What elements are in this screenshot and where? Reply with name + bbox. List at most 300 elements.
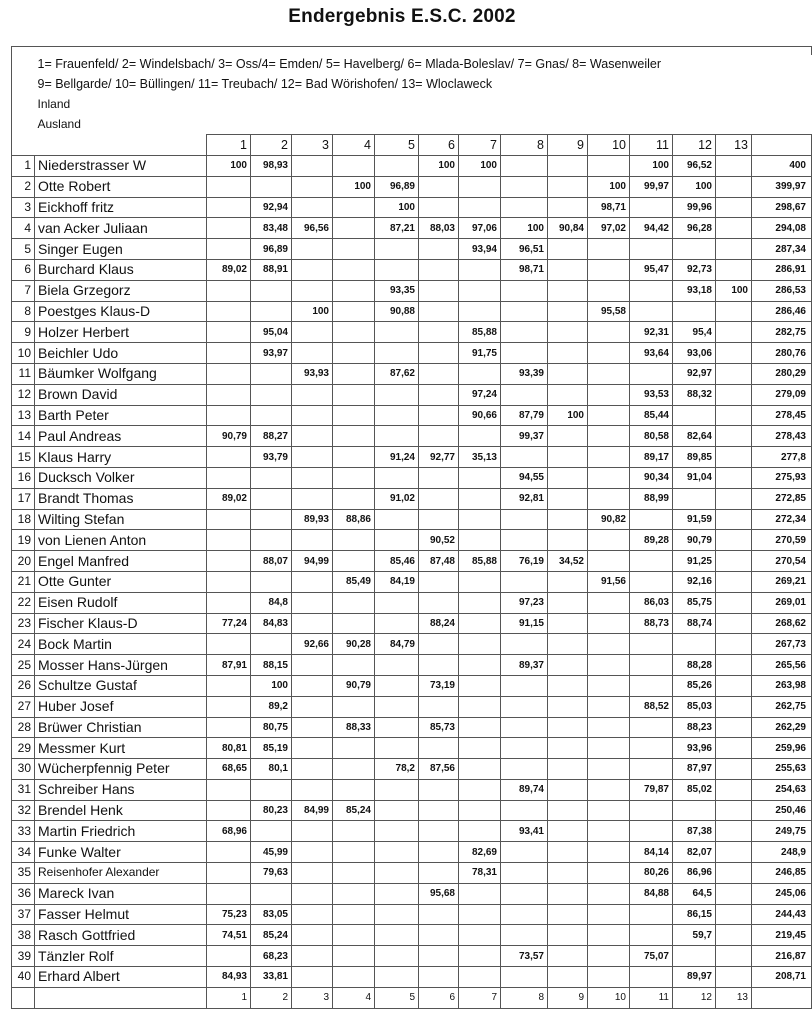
score-cell [501,530,548,551]
score-cell [333,530,375,551]
score-cell: 82,69 [459,842,501,863]
score-cell [548,488,588,509]
score-cell [333,405,375,426]
score-cell [251,488,292,509]
legend-line-1: 1= Frauenfeld/ 2= Windelsbach/ 3= Oss/4= Emden/ 5= Havelberg/ 6= Mlada-Boleslav/ 7= Gnas/ 8= Wasenweiler [37,57,661,72]
score-cell [588,925,630,946]
score-cell [716,821,752,842]
score-cell [630,509,673,530]
score-cell: 85,46 [375,551,419,572]
rank-cell: 23 [12,613,35,634]
score-cell: 91,25 [673,551,716,572]
score-cell: 100 [501,218,548,239]
name-cell: Burchard Klaus [35,259,207,280]
rank-cell: 31 [12,779,35,800]
score-cell [716,467,752,488]
score-cell [375,155,419,176]
score-cell [548,613,588,634]
score-cell: 91,59 [673,509,716,530]
score-cell [716,800,752,821]
score-cell [207,405,251,426]
score-cell: 35,13 [459,447,501,468]
score-cell [501,675,548,696]
score-cell: 78,31 [459,863,501,884]
score-cell: 92,16 [673,571,716,592]
score-cell [716,592,752,613]
score-cell: 96,89 [251,239,292,260]
score-cell [207,447,251,468]
rank-cell: 9 [12,322,35,343]
score-cell [501,967,548,988]
column-number-7: 7 [459,135,501,156]
score-cell [333,904,375,925]
table-row [12,592,812,613]
table-row [12,280,812,301]
total-cell: 298,67 [752,197,812,218]
score-cell [292,343,333,364]
legend-line-2: 9= Bellgarde/ 10= Büllingen/ 11= Treubach/ 12= Bad Wörishofen/ 13= Wloclaweck [37,77,493,92]
score-cell: 95,04 [251,322,292,343]
score-cell [207,218,251,239]
score-cell [501,842,548,863]
name-cell: Rasch Gottfried [35,925,207,946]
score-cell [251,301,292,322]
score-cell [673,488,716,509]
score-cell: 85,02 [673,779,716,800]
score-cell [630,904,673,925]
score-cell [501,155,548,176]
rank-cell: 16 [12,467,35,488]
rank-cell: 7 [12,280,35,301]
score-cell [588,738,630,759]
table-row [12,363,812,384]
table-row [12,405,812,426]
score-cell: 80,81 [207,738,251,759]
name-cell: Otte Robert [35,176,207,197]
score-cell: 96,52 [673,155,716,176]
name-cell: Biela Grzegorz [35,280,207,301]
score-cell: 88,73 [630,613,673,634]
score-cell [419,239,459,260]
name-cell: Paul Andreas [35,426,207,447]
name-cell: Schreiber Hans [35,779,207,800]
name-cell: Brandt Thomas [35,488,207,509]
score-cell [207,343,251,364]
name-cell: Holzer Herbert [35,322,207,343]
top-margin-row [12,47,812,56]
score-cell [716,488,752,509]
score-cell [207,176,251,197]
score-cell: 85,73 [419,717,459,738]
score-cell [419,280,459,301]
score-cell [716,883,752,904]
score-cell: 98,71 [501,259,548,280]
score-cell [251,363,292,384]
total-cell: 249,75 [752,821,812,842]
score-cell: 92,81 [501,488,548,509]
score-cell: 87,21 [375,218,419,239]
score-cell: 88,15 [251,655,292,676]
score-cell: 96,89 [375,176,419,197]
score-cell [419,967,459,988]
score-cell [459,967,501,988]
score-cell [375,343,419,364]
column-number-6: 6 [419,135,459,156]
score-cell: 87,97 [673,759,716,780]
score-cell [501,322,548,343]
score-cell [292,405,333,426]
score-cell [548,738,588,759]
score-cell: 34,52 [548,551,588,572]
score-cell [207,551,251,572]
score-cell [251,779,292,800]
score-cell [375,467,419,488]
table-row [12,176,812,197]
score-cell [207,800,251,821]
rank-cell: 34 [12,842,35,863]
total-cell: 246,85 [752,863,812,884]
rank-cell: 37 [12,904,35,925]
score-cell: 85,88 [459,551,501,572]
score-cell [251,821,292,842]
score-cell: 88,27 [251,426,292,447]
score-cell [292,197,333,218]
score-cell [292,467,333,488]
score-cell [548,592,588,613]
score-cell: 84,19 [375,571,419,592]
score-cell [375,904,419,925]
score-cell [630,675,673,696]
score-cell: 100 [251,675,292,696]
score-cell [548,384,588,405]
score-cell: 95,4 [673,322,716,343]
score-cell: 85,88 [459,322,501,343]
score-cell [419,904,459,925]
score-cell [375,821,419,842]
score-cell [375,613,419,634]
score-cell: 84,83 [251,613,292,634]
total-cell: 278,43 [752,426,812,447]
score-cell [588,405,630,426]
score-cell [548,821,588,842]
table-row [12,447,812,468]
score-cell [673,301,716,322]
score-cell [548,904,588,925]
rank-cell: 38 [12,925,35,946]
score-cell: 68,96 [207,821,251,842]
table-row [12,634,812,655]
table-row [12,530,812,551]
score-cell [548,176,588,197]
score-cell: 79,87 [630,779,673,800]
score-cell: 85,49 [333,571,375,592]
score-cell [207,883,251,904]
score-cell [207,197,251,218]
score-cell: 83,48 [251,218,292,239]
score-cell: 100 [673,176,716,197]
rank-cell: 1 [12,155,35,176]
score-cell [588,967,630,988]
score-cell [292,759,333,780]
score-cell [588,155,630,176]
name-cell: Reisenhofer Alexander [35,863,207,884]
score-cell [716,759,752,780]
table-row [12,384,812,405]
score-cell [292,717,333,738]
score-cell: 84,93 [207,967,251,988]
score-cell [716,571,752,592]
table-row [12,467,812,488]
total-cell: 265,56 [752,655,812,676]
table-row [12,322,812,343]
score-cell: 98,71 [588,197,630,218]
score-cell [251,530,292,551]
score-cell [251,280,292,301]
score-cell: 90,66 [459,405,501,426]
total-cell: 280,29 [752,363,812,384]
score-cell [292,322,333,343]
score-cell [459,530,501,551]
rank-cell: 39 [12,946,35,967]
score-cell [588,759,630,780]
score-cell [630,821,673,842]
total-cell: 262,75 [752,696,812,717]
score-cell: 89,2 [251,696,292,717]
table-row [12,551,812,572]
footer-column-number-5: 5 [375,987,419,1008]
score-cell [716,509,752,530]
score-cell: 82,07 [673,842,716,863]
score-cell [548,675,588,696]
score-cell [588,675,630,696]
score-cell: 97,02 [588,218,630,239]
score-cell [292,239,333,260]
score-cell: 33,81 [251,967,292,988]
total-cell: 280,76 [752,343,812,364]
score-cell: 59,7 [673,925,716,946]
table-row [12,842,812,863]
score-cell: 100 [207,155,251,176]
score-cell: 91,75 [459,343,501,364]
score-cell: 98,93 [251,155,292,176]
score-cell: 68,23 [251,946,292,967]
score-cell [716,363,752,384]
score-cell [333,883,375,904]
score-cell [333,343,375,364]
total-cell: 278,45 [752,405,812,426]
score-cell: 84,79 [375,634,419,655]
score-cell [501,571,548,592]
score-cell: 93,06 [673,343,716,364]
score-cell [459,779,501,800]
score-cell: 80,58 [630,426,673,447]
score-cell [630,800,673,821]
score-cell [207,301,251,322]
score-cell [333,280,375,301]
score-cell [630,363,673,384]
rank-cell: 21 [12,571,35,592]
score-cell: 87,38 [673,821,716,842]
score-cell: 100 [716,280,752,301]
score-cell [333,447,375,468]
table-row [12,259,812,280]
total-cell: 263,98 [752,675,812,696]
score-cell [292,904,333,925]
name-cell: Beichler Udo [35,343,207,364]
column-number-5: 5 [375,135,419,156]
rank-cell: 18 [12,509,35,530]
score-cell [292,592,333,613]
score-cell [375,842,419,863]
rank-cell: 3 [12,197,35,218]
score-cell: 94,42 [630,218,673,239]
page-title: Endergebnis E.S.C. 2002 [288,6,516,27]
score-cell: 100 [459,155,501,176]
score-cell [251,883,292,904]
score-cell [716,343,752,364]
score-cell [292,655,333,676]
score-cell [375,509,419,530]
rank-cell: 32 [12,800,35,821]
score-cell [292,779,333,800]
column-number-1: 1 [207,135,251,156]
score-cell [501,176,548,197]
footer-column-number-6: 6 [419,987,459,1008]
score-cell [292,571,333,592]
table-row [12,883,812,904]
score-cell [548,343,588,364]
score-cell [459,738,501,759]
score-cell [673,946,716,967]
score-cell [548,301,588,322]
name-cell: Fasser Helmut [35,904,207,925]
rank-cell: 14 [12,426,35,447]
score-cell [419,176,459,197]
score-cell: 73,57 [501,946,548,967]
score-cell [716,530,752,551]
score-cell [333,863,375,884]
score-cell [207,779,251,800]
score-cell [251,405,292,426]
rank-cell: 17 [12,488,35,509]
score-cell [419,384,459,405]
score-cell: 94,99 [292,551,333,572]
total-cell: 294,08 [752,218,812,239]
name-cell: Bock Martin [35,634,207,655]
rank-cell: 20 [12,551,35,572]
total-cell: 262,29 [752,717,812,738]
score-cell [419,925,459,946]
name-cell: Tänzler Rolf [35,946,207,967]
score-cell [716,155,752,176]
score-cell [333,467,375,488]
table-row [12,488,812,509]
score-cell [333,842,375,863]
score-cell: 91,15 [501,613,548,634]
footer-column-number-13: 13 [716,987,752,1008]
score-cell [459,883,501,904]
footer-column-number-2: 2 [251,987,292,1008]
score-cell [459,509,501,530]
score-cell [548,967,588,988]
score-cell [548,883,588,904]
table-row [12,197,812,218]
score-cell [419,467,459,488]
rank-cell: 11 [12,363,35,384]
score-cell: 97,06 [459,218,501,239]
score-cell [333,821,375,842]
score-cell [419,800,459,821]
score-cell [292,530,333,551]
rank-cell: 19 [12,530,35,551]
score-cell [501,863,548,884]
table-row [12,717,812,738]
footer-column-number-3: 3 [292,987,333,1008]
score-cell [501,197,548,218]
score-cell [419,738,459,759]
total-cell: 286,91 [752,259,812,280]
score-cell [459,197,501,218]
total-cell: 272,34 [752,509,812,530]
score-cell: 93,64 [630,343,673,364]
score-cell [207,571,251,592]
column-footer-row [12,987,812,1008]
score-cell [716,779,752,800]
score-cell: 89,85 [673,447,716,468]
score-cell: 90,84 [548,218,588,239]
total-cell: 269,01 [752,592,812,613]
score-cell [375,322,419,343]
score-cell [588,821,630,842]
score-cell: 93,96 [673,738,716,759]
score-cell [333,322,375,343]
score-cell [375,530,419,551]
score-cell: 96,51 [501,239,548,260]
score-cell [548,155,588,176]
score-cell: 91,24 [375,447,419,468]
score-cell: 76,19 [501,551,548,572]
score-cell [716,176,752,197]
score-cell: 92,66 [292,634,333,655]
table-row [12,967,812,988]
score-cell: 99,96 [673,197,716,218]
score-cell [630,738,673,759]
score-cell [588,800,630,821]
total-cell: 219,45 [752,925,812,946]
label-inland: Inland [37,96,71,111]
score-cell: 64,5 [673,883,716,904]
score-cell: 88,86 [333,509,375,530]
score-cell [459,904,501,925]
score-cell [419,863,459,884]
score-cell [292,426,333,447]
score-cell [548,197,588,218]
score-cell [459,717,501,738]
score-cell [207,509,251,530]
score-cell [207,946,251,967]
score-cell: 80,26 [630,863,673,884]
total-cell: 277,8 [752,447,812,468]
score-cell [548,280,588,301]
score-cell: 86,03 [630,592,673,613]
score-cell: 97,23 [501,592,548,613]
total-cell: 270,54 [752,551,812,572]
score-cell: 68,65 [207,759,251,780]
footer-column-number-7: 7 [459,987,501,1008]
score-cell [333,779,375,800]
score-cell [588,696,630,717]
total-header [752,135,812,156]
